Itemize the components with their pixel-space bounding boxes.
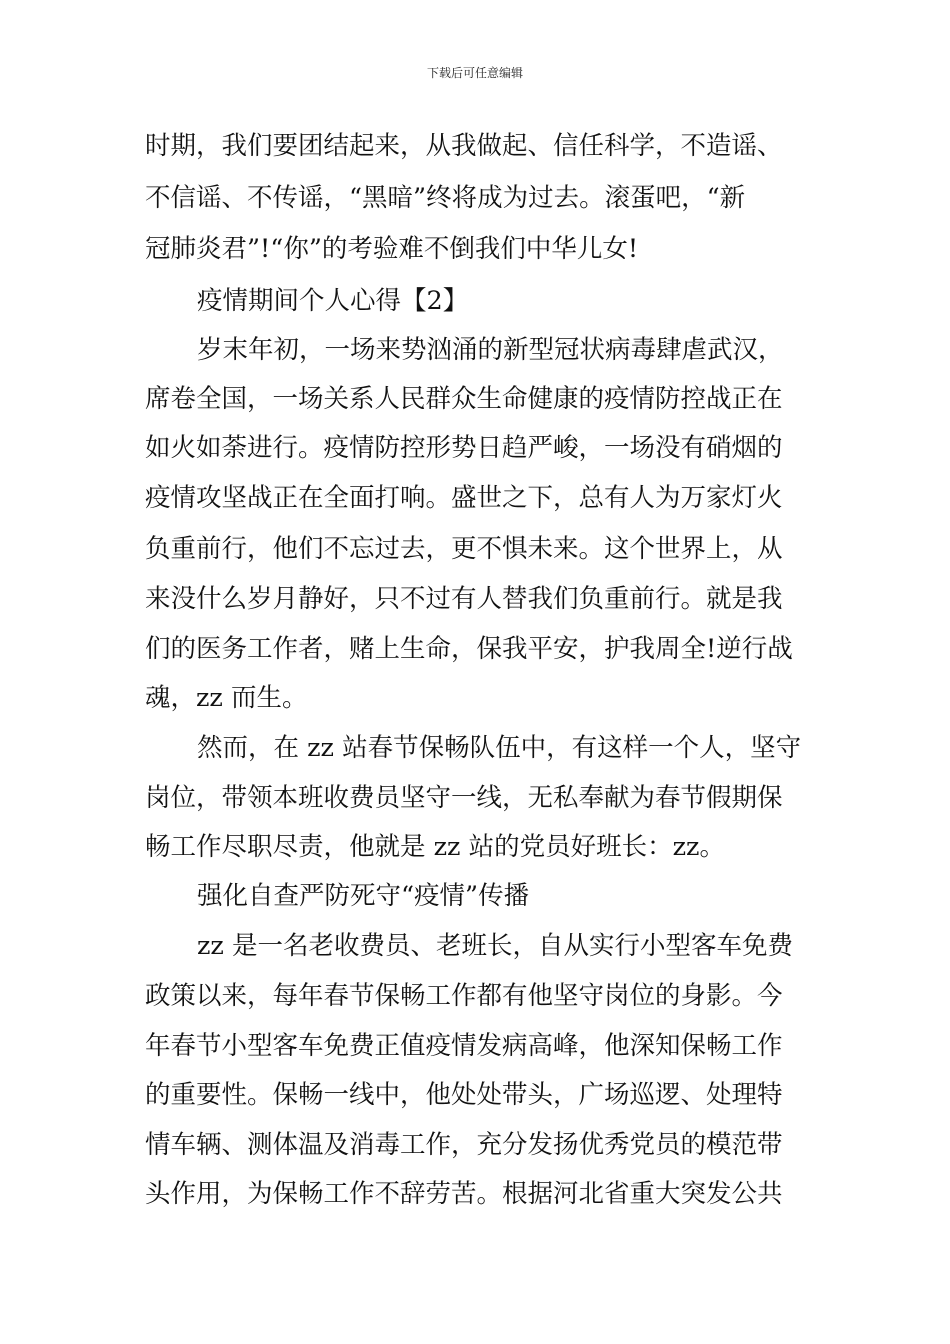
text-line: 负重前行，他们不忘过去，更不惧未来。这个世界上，从 (145, 534, 783, 564)
text-line: 疫情攻坚战正在全面打响。盛世之下，总有人为万家灯火 (145, 483, 783, 513)
text-line: zz 是一名老收费员、老班长，自从实行小型客车免费 (197, 931, 793, 961)
section-heading: 疫情期间个人心得【2】 (197, 286, 469, 316)
page-header: 下载后可任意编辑 (426, 66, 523, 80)
text-line: 时期，我们要团结起来，从我做起、信任科学，不造谣、 (145, 131, 783, 161)
text-line: 来没什么岁月静好，只不过有人替我们负重前行。就是我 (145, 584, 783, 614)
text-line: 情车辆、测体温及消毒工作，充分发扬优秀党员的模范带 (145, 1130, 783, 1160)
text-line: 们的医务工作者，赌上生命，保我平安，护我周全!逆行战 (145, 634, 793, 664)
text-line: 不信谣、不传谣，“黑暗”终将成为过去。滚蛋吧，“新 (145, 183, 746, 213)
text-line: 席卷全国，一场关系人民群众生命健康的疫情防控战正在 (145, 384, 783, 414)
text-line: 畅工作尽职尽责，他就是 zz 站的党员好班长：zz。 (145, 832, 725, 862)
text-line: 如火如荼进行。疫情防控形势日趋严峻，一场没有硝烟的 (145, 433, 783, 463)
text-line: 岗位，带领本班收费员坚守一线，无私奉献为春节假期保 (145, 783, 783, 813)
text-line: 岁末年初，一场来势汹涌的新型冠状病毒肆虐武汉， (197, 335, 784, 365)
text-line: 冠肺炎君”!“你”的考验难不倒我们中华儿女! (145, 234, 639, 264)
section-heading: 强化自查严防死守“疫情”传播 (197, 881, 530, 911)
text-line: 魂，zz 而生。 (145, 683, 308, 713)
text-line: 的重要性。保畅一线中，他处处带头，广场巡逻、处理特 (145, 1080, 783, 1110)
text-line: 年春节小型客车免费正值疫情发病高峰，他深知保畅工作 (145, 1031, 783, 1061)
text-line: 政策以来，每年春节保畅工作都有他坚守岗位的身影。今 (145, 981, 783, 1011)
text-line: 头作用，为保畅工作不辞劳苦。根据河北省重大突发公共 (145, 1179, 783, 1209)
text-line: 然而，在 zz 站春节保畅队伍中，有这样一个人，坚守 (197, 733, 802, 763)
